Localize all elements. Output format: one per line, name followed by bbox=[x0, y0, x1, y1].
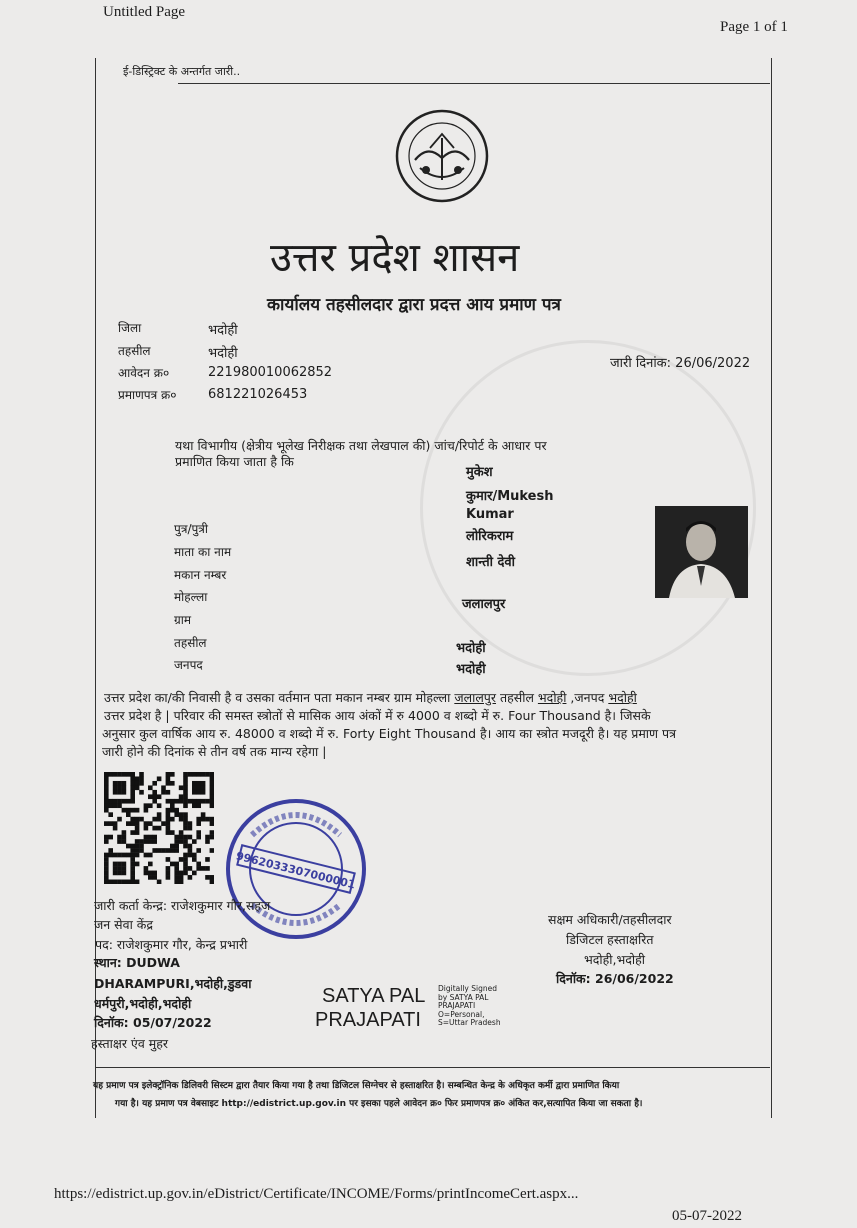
parent-value: लोरिकराम bbox=[466, 529, 514, 544]
certificate-bottom-rule bbox=[95, 1067, 770, 1068]
intro-line-2: प्रमाणित किया जाता है कि bbox=[175, 454, 294, 469]
digital-signature-details: Digitally Signed by SATYA PAL PRAJAPATI O=Personal, S=Uttar Pradesh bbox=[438, 984, 501, 1027]
issue-date: जारी दिनांक: 26/06/2022 bbox=[610, 356, 751, 371]
authority-line-4: दिनॉक: 26/06/2022 bbox=[556, 971, 674, 986]
issuer-line-1: जारी कर्ता केन्द्र: राजेशकुमार गौर,सहज bbox=[94, 898, 271, 913]
village-label: ग्राम bbox=[174, 613, 192, 627]
fields-tehsil-value: भदोही bbox=[456, 641, 486, 656]
application-no-label: आवेदन क्र० bbox=[118, 366, 170, 380]
issuer-line-4: स्थान: DUDWA bbox=[94, 955, 180, 970]
mother-name-value: शान्ती देवी bbox=[466, 555, 516, 570]
district-value: भदोही bbox=[208, 323, 238, 338]
footnote-line-1: यह प्रमाण पत्र इलेक्ट्रॉनिक डिलिवरी सिस्टम द्वारा तैयार किया गया है तथा डिजिटल सिग्नेचर से हस्ताक्षरित है। सम्बन्धित केन्द्र के अधिकृत कर्मी द्वारा प्रमाणित किया bbox=[93, 1081, 620, 1091]
body-line-3: अनुसार कुल वार्षिक आय रु. 48000 व शब्दो में रु. Forty Eight Thousand है। आय का स्त्रोत मजदूरी है। यह प्रमाण पत्र bbox=[102, 726, 677, 741]
certificate-title: उत्तर प्रदेश शासन bbox=[270, 235, 520, 281]
body-locality: जलालपुर bbox=[454, 690, 497, 705]
issuer-line-2: जन सेवा केंद्र bbox=[94, 917, 154, 932]
issuer-line-8: हस्ताक्षर एंव मुहर bbox=[91, 1036, 168, 1051]
issuer-line-7: दिनॉक: 05/07/2022 bbox=[94, 1015, 212, 1030]
district-label: जिला bbox=[118, 321, 142, 335]
certificate-subtitle: कार्यालय तहसीलदार द्वारा प्रदत्त आय प्रमाण पत्र bbox=[267, 295, 561, 315]
intro-line-1: यथा विभागीय (क्षेत्रीय भूलेख निरीक्षक तथा लेखपाल की) जांच/रिपोर्ट के आधार पर bbox=[175, 438, 547, 453]
edistrict-note: ई-डिस्ट्रिक्ट के अन्तर्गत जारी.. bbox=[123, 65, 241, 78]
application-no-value: 221980010062852 bbox=[208, 365, 333, 380]
fields-district-value: भदोही bbox=[456, 662, 486, 677]
tehsil-label: तहसील bbox=[118, 344, 151, 358]
stamp-number: 9962033307000001 bbox=[234, 849, 357, 892]
certificate-top-rule bbox=[178, 83, 770, 84]
holder-name-line-2: कुमार/Mukesh bbox=[466, 489, 554, 504]
locality-label: मोहल्ला bbox=[174, 590, 208, 604]
authority-line-3: भदोही,भदोही bbox=[584, 952, 646, 967]
tehsil-value: भदोही bbox=[208, 346, 238, 361]
issuer-line-6: धर्मपुरी,भदोही,भदोही bbox=[94, 996, 192, 1011]
signer-name-line-2: PRAJAPATI bbox=[315, 1009, 421, 1031]
certificate-no-value: 681221026453 bbox=[208, 387, 308, 402]
house-no-label: मकान नम्बर bbox=[174, 568, 227, 582]
issuer-line-5: DHARAMPURI,भदोही,डुडवा bbox=[94, 976, 252, 991]
authority-line-2: डिजिटल हस्ताक्षरित bbox=[566, 932, 654, 947]
fields-district-label: जनपद bbox=[174, 658, 203, 672]
holder-name-line-3: Kumar bbox=[466, 507, 514, 522]
body-tehsil: भदोही bbox=[537, 690, 567, 705]
footnote-line-2: गया है। यह प्रमाण पत्र वेबसाइट http://edistrict.up.gov.in पर इसका पहले आवेदन क्र० फिर प्रमाणपत्र क्र० अंकित कर,सत्यापित किया जा सकता है। bbox=[115, 1099, 643, 1109]
fields-tehsil-label: तहसील bbox=[174, 636, 207, 650]
signer-name-line-1: SATYA PAL bbox=[322, 985, 426, 1007]
issuer-line-3: पद: राजेशकुमार गौर, केन्द्र प्रभारी bbox=[95, 937, 248, 952]
body-line-4: जारी होने की दिनांक से तीन वर्ष तक मान्य रहेगा | bbox=[102, 744, 327, 759]
certificate-no-label: प्रमाणपत्र क्र० bbox=[118, 388, 177, 402]
print-footer-date: 05-07-2022 bbox=[672, 1208, 742, 1224]
body-line-2: उत्तर प्रदेश है | परिवार की समस्त स्त्रोतों से मासिक आय अंकों में रु 4000 व शब्दो में रु. Four Thousand है। जिसके bbox=[104, 708, 651, 723]
locality-value: जलालपुर bbox=[462, 597, 506, 612]
parent-label: पुत्र/पुत्री bbox=[174, 522, 209, 536]
mother-name-label: माता का नाम bbox=[174, 545, 232, 559]
official-seal-stamp bbox=[222, 795, 370, 943]
body-district: भदोही bbox=[608, 690, 637, 705]
print-page-title: Untitled Page bbox=[103, 4, 186, 20]
holder-photo bbox=[655, 506, 748, 598]
up-govt-emblem-icon bbox=[390, 108, 494, 204]
print-footer-url: https://edistrict.up.gov.in/eDistrict/Certificate/INCOME/Forms/printIncomeCert.aspx... bbox=[54, 1186, 579, 1202]
qr-code-icon bbox=[104, 772, 214, 884]
print-page-number: Page 1 of 1 bbox=[720, 19, 788, 35]
body-line-1: उत्तर प्रदेश का/की निवासी है व उसका वर्तमान पता मकान नम्बर ग्राम मोहल्ला जलालपुर तहसील भदोही ,जनपद भदोही bbox=[104, 690, 637, 705]
holder-name-line-1: मुकेश bbox=[466, 465, 493, 480]
authority-line-1: सक्षम अधिकारी/तहसीलदार bbox=[548, 912, 672, 927]
